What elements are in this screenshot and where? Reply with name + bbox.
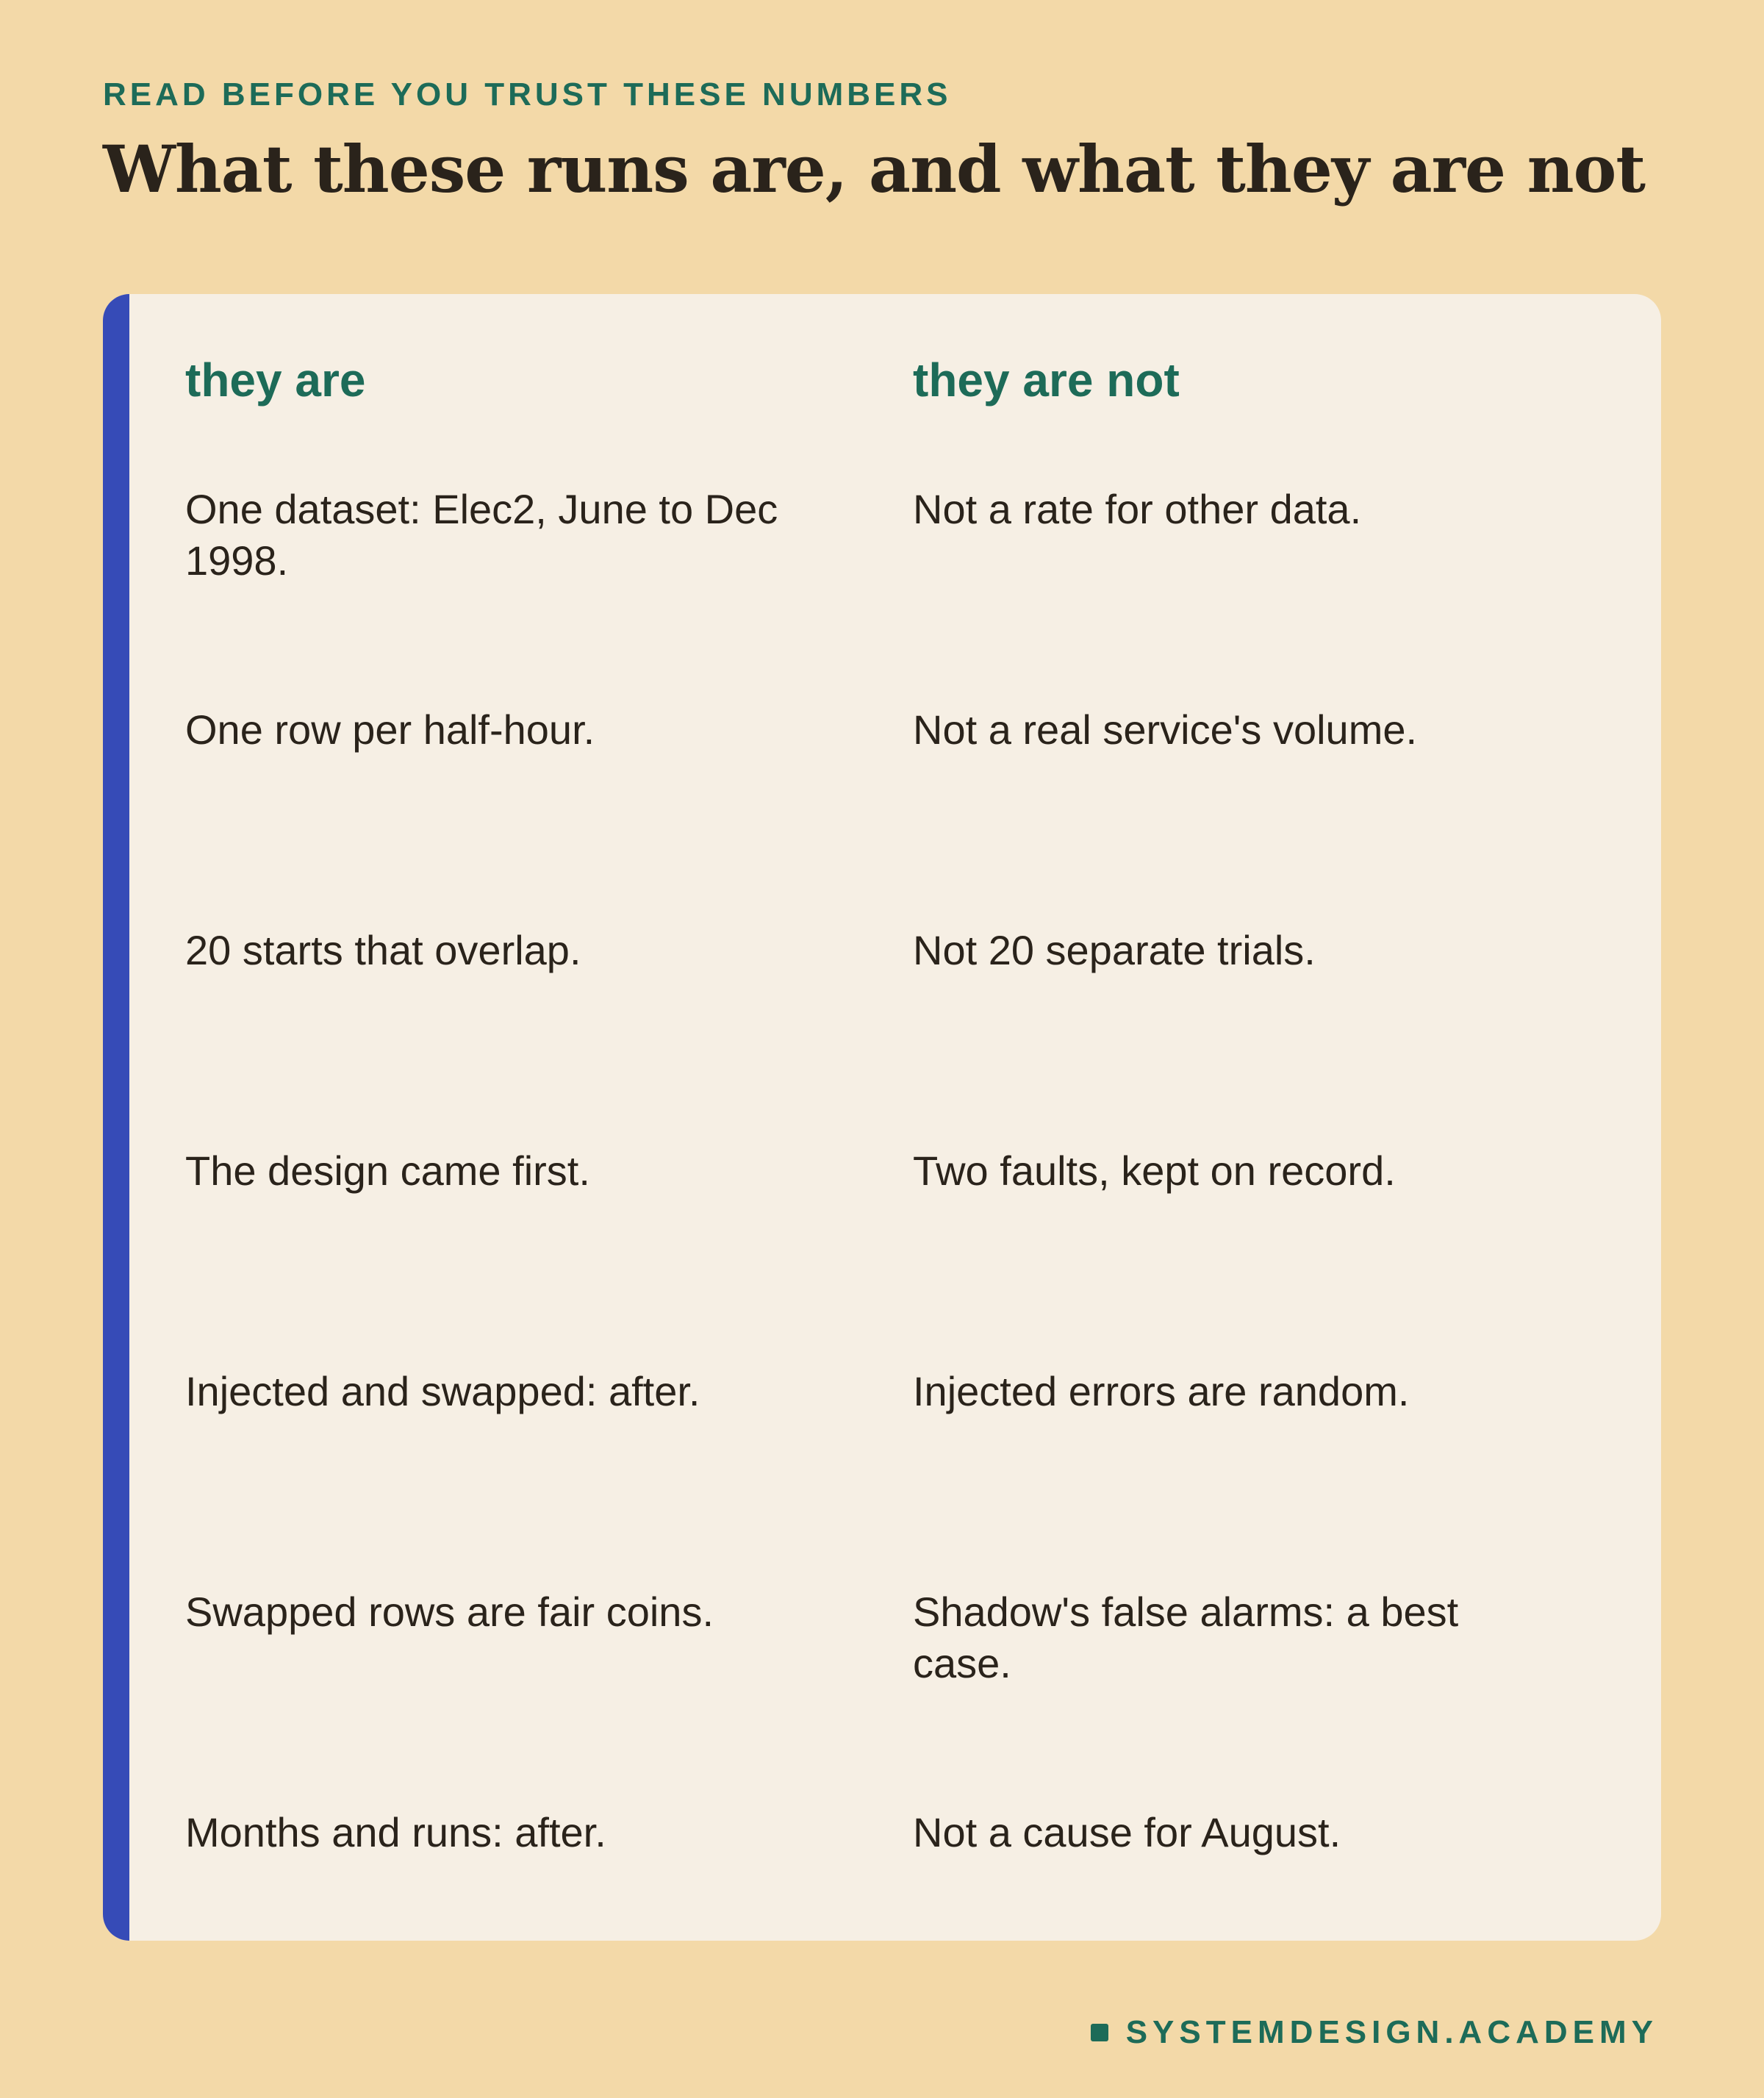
they-are-not-cell: Injected errors are random.	[913, 1368, 1410, 1414]
footer-brand	[1091, 2014, 1658, 2051]
they-are-not-cell: Shadow's false alarms: a best case.	[913, 1589, 1459, 1686]
they-are-cell: One row per half-hour.	[185, 706, 595, 753]
they-are-cell: Swapped rows are fair coins.	[185, 1589, 714, 1635]
they-are-not-cell: Two faults, kept on record.	[913, 1148, 1396, 1194]
they-are-not-cell: Not a rate for other data.	[913, 486, 1362, 532]
they-are-cell: 20 starts that overlap.	[185, 927, 581, 973]
column-header-they-are: they are	[185, 354, 366, 407]
brand-square-icon	[1091, 2024, 1108, 2041]
they-are-not-cell: Not 20 separate trials.	[913, 927, 1316, 973]
they-are-cell: One dataset: Elec2, June to Dec 1998.	[185, 486, 778, 584]
they-are-cell: The design came first.	[185, 1148, 590, 1194]
they-are-not-cell: Not a real service's volume.	[913, 706, 1418, 753]
they-are-cell: Injected and swapped: after.	[185, 1368, 700, 1414]
column-header-they-are-not: they are not	[913, 354, 1180, 407]
brand-name: SYSTEMDESIGN.ACADEMY	[1125, 2014, 1658, 2050]
comparison-card	[103, 294, 1661, 1941]
eyebrow-label: READ BEFORE YOU TRUST THESE NUMBERS	[103, 76, 952, 112]
they-are-not-cell: Not a cause for August.	[913, 1809, 1341, 1855]
they-are-cell: Months and runs: after.	[185, 1809, 606, 1855]
card-accent-bar	[103, 294, 129, 1941]
page-title: What these runs are, and what they are not	[103, 131, 1645, 207]
